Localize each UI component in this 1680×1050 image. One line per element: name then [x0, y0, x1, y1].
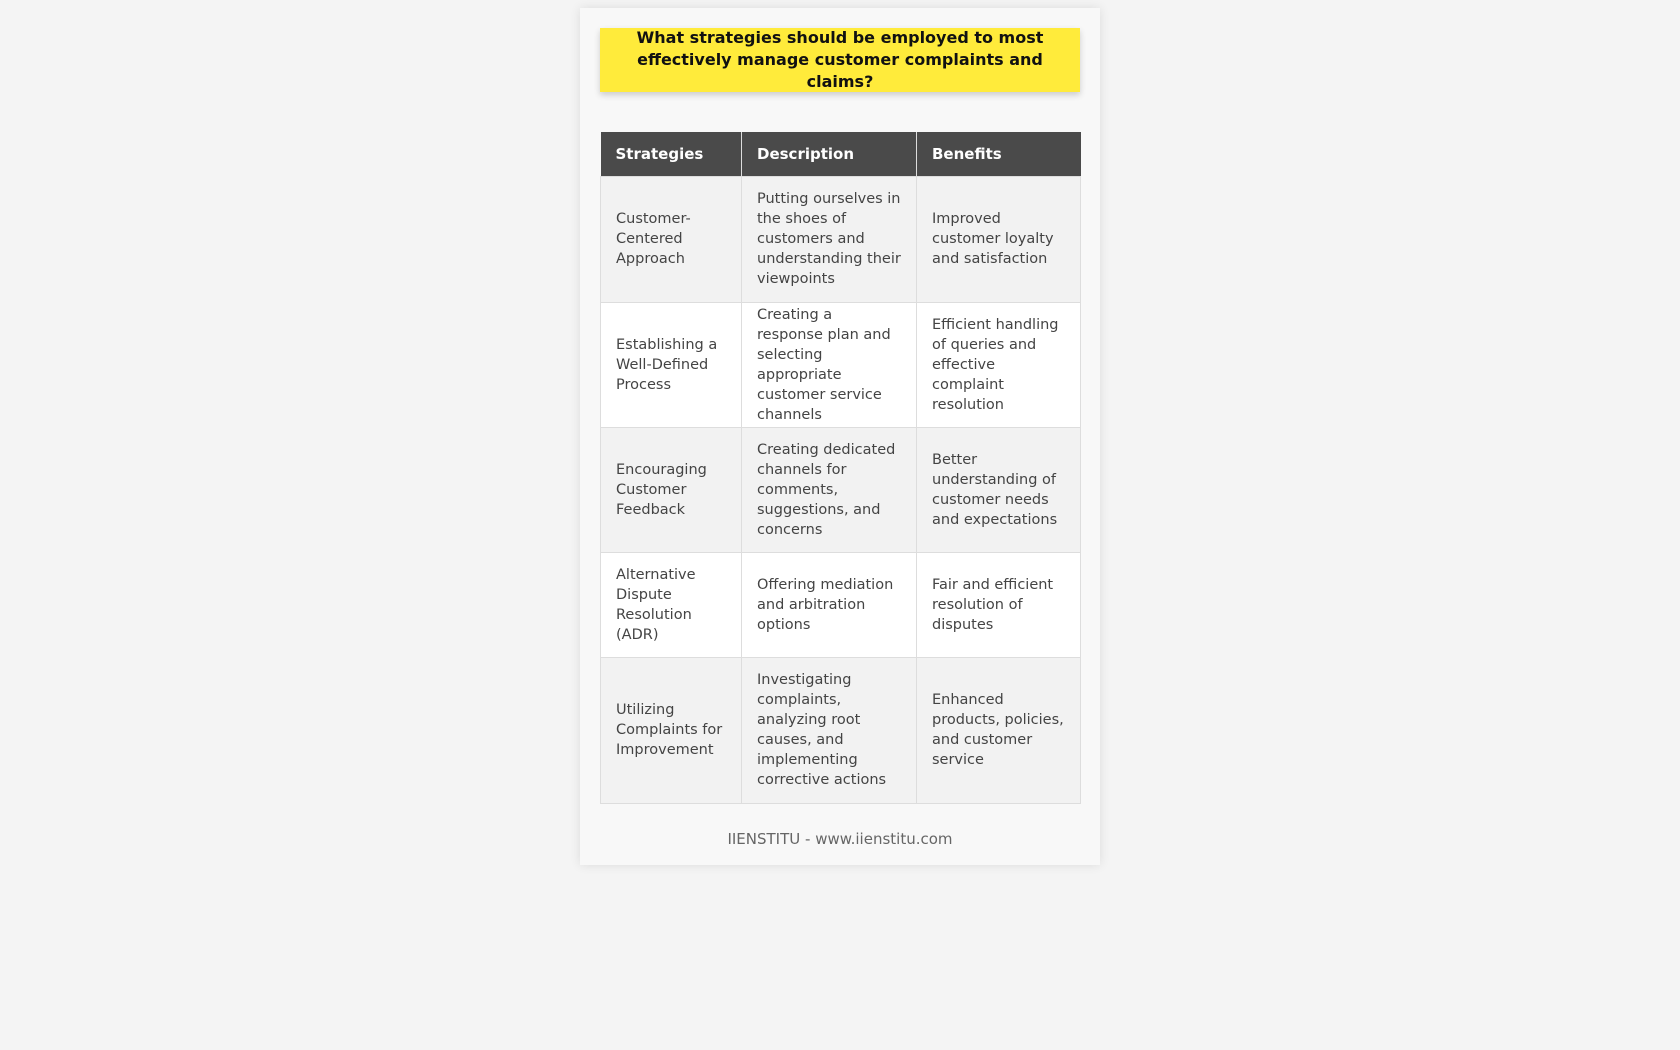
description-cell: Putting ourselves in the shoes of customers and understanding their viewpoints: [742, 176, 917, 302]
strategy-cell: Alternative Dispute Resolution (ADR): [601, 552, 742, 657]
table-row: [601, 657, 1081, 803]
strategy-cell: Encouraging Customer Feedback: [601, 427, 742, 552]
table-row: [601, 552, 1081, 657]
table-row: [601, 302, 1081, 427]
benefits-cell: Better understanding of customer needs and expectations: [917, 427, 1081, 552]
column-header-strategies: Strategies: [601, 132, 742, 176]
benefits-cell: Efficient handling of queries and effective complaint resolution: [917, 302, 1081, 427]
column-header-description: Description: [742, 132, 917, 176]
table-row: [601, 176, 1081, 302]
description-cell: Creating a response plan and selecting appropriate customer service channels: [742, 302, 917, 427]
benefits-cell: Fair and efficient resolution of disputes: [917, 552, 1081, 657]
description-cell: Creating dedicated channels for comments, suggestions, and concerns: [742, 427, 917, 552]
title-banner: [600, 28, 1080, 92]
page-title: What strategies should be employed to most effectively manage customer complaints and claims?: [636, 28, 1044, 91]
table-header-row: [601, 132, 1081, 176]
content-card: [580, 8, 1100, 865]
column-header-benefits: Benefits: [917, 132, 1081, 176]
benefits-cell: Improved customer loyalty and satisfaction: [917, 176, 1081, 302]
description-cell: Investigating complaints, analyzing root causes, and implementing corrective actions: [742, 657, 917, 803]
benefits-cell: Enhanced products, policies, and customer service: [917, 657, 1081, 803]
strategies-table: [600, 132, 1081, 804]
footer-credit: IIENSTITU - www.iienstitu.com: [727, 830, 953, 848]
table-row: [601, 427, 1081, 552]
strategy-cell: Customer-Centered Approach: [601, 176, 742, 302]
strategy-cell: Utilizing Complaints for Improvement: [601, 657, 742, 803]
strategy-cell: Establishing a Well-Defined Process: [601, 302, 742, 427]
description-cell: Offering mediation and arbitration options: [742, 552, 917, 657]
